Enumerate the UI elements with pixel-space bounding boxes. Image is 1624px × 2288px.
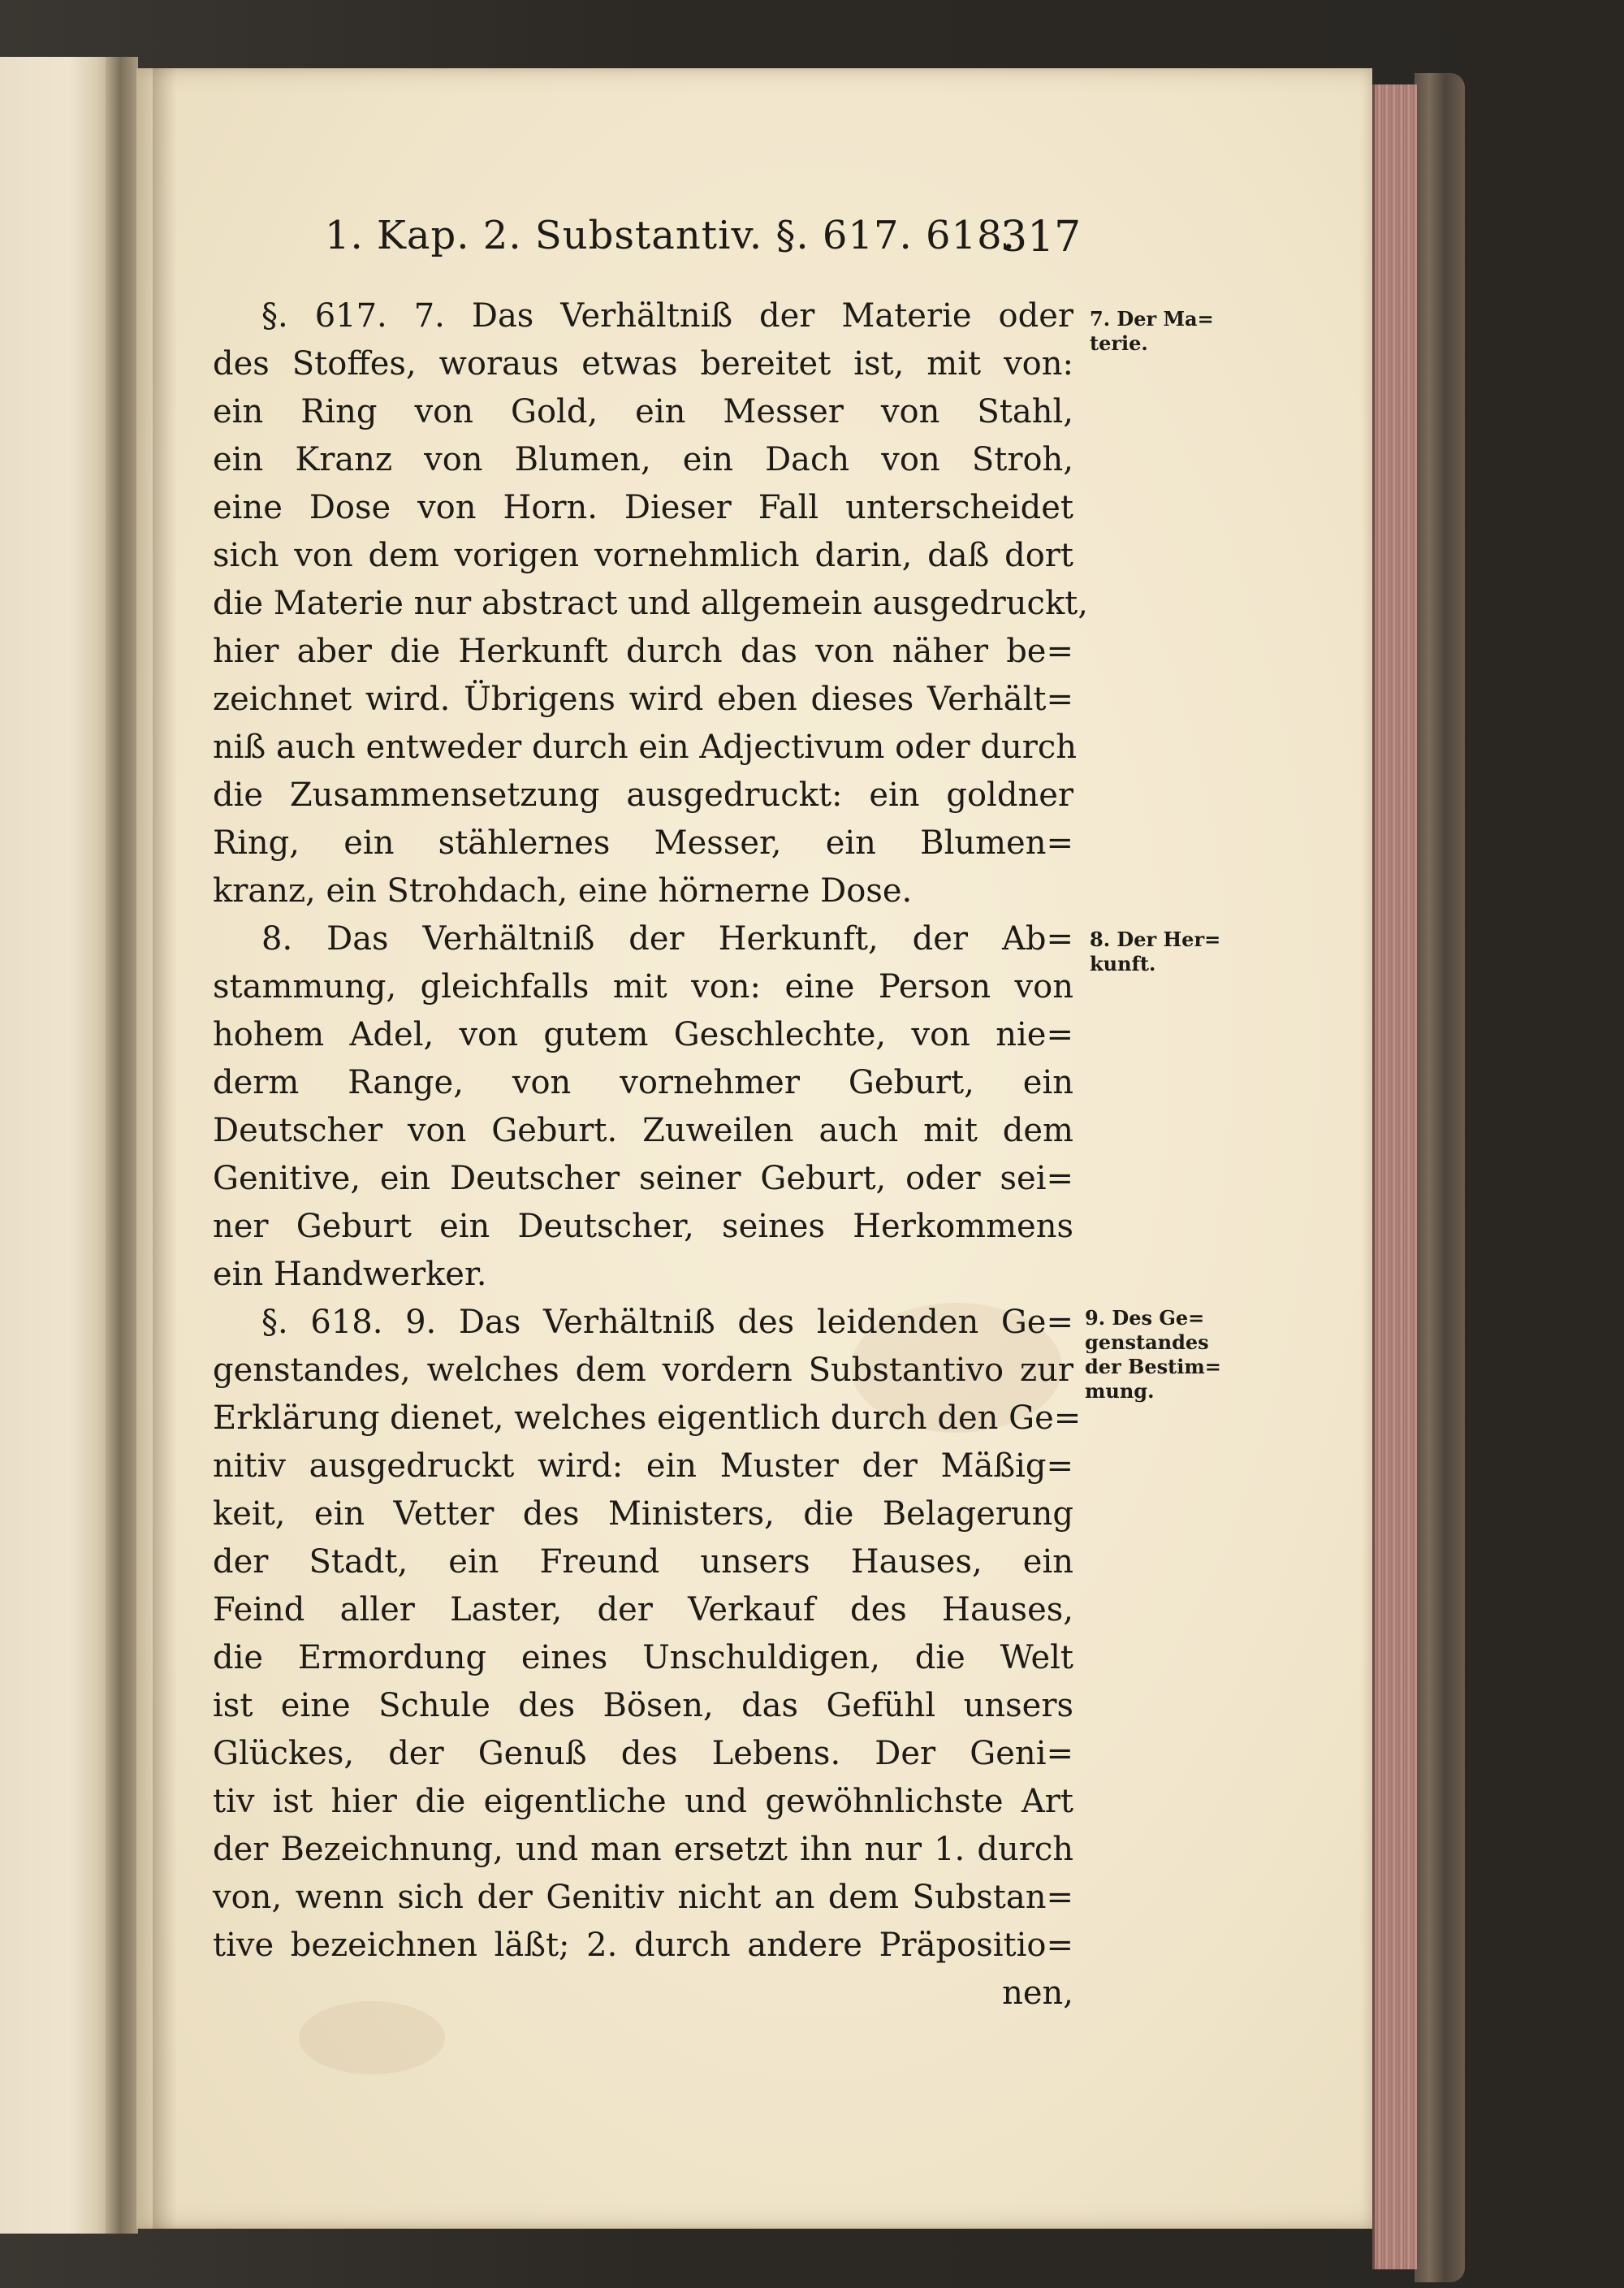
- catchword: nen,: [1002, 1974, 1073, 2012]
- text-line: ein Kranz von Blumen, ein Dach von Stroh,: [213, 441, 1073, 478]
- text-line: ein Handwerker.: [213, 1256, 487, 1293]
- text-line: ein Ring von Gold, ein Messer von Stahl,: [213, 393, 1073, 430]
- text-line: tiv ist hier die eigentliche und gewöhnlichste Art: [213, 1783, 1073, 1820]
- text-line: sich von dem vorigen vornehmlich darin, daß dort: [213, 537, 1073, 574]
- margin-note-line: 9. Des Ge=: [1085, 1306, 1205, 1330]
- margin-note-herkunft: [1090, 928, 1220, 976]
- text-line: keit, ein Vetter des Ministers, die Belagerung: [213, 1495, 1073, 1533]
- page-fold-shadow: [153, 68, 177, 2229]
- margin-note-line: terie.: [1090, 331, 1148, 355]
- text-line: Glückes, der Genuß des Lebens. Der Geni=: [213, 1735, 1073, 1772]
- running-title: 1. Kap. 2. Substantiv. §. 617. 618.: [325, 213, 1016, 258]
- left-facing-page: [0, 57, 115, 2234]
- margin-note-line: 7. Der Ma=: [1090, 307, 1214, 331]
- margin-note-gegenstand: [1085, 1306, 1221, 1404]
- text-line: der Stadt, ein Freund unsers Hauses, ein: [213, 1543, 1073, 1581]
- margin-note-materie: [1090, 307, 1214, 356]
- text-line: nitiv ausgedruckt wird: ein Muster der Mäßig=: [213, 1447, 1073, 1485]
- margin-note-line: der Bestim=: [1085, 1355, 1221, 1378]
- margin-note-line: genstandes: [1085, 1330, 1209, 1354]
- text-line: §. 617. 7. Das Verhältniß der Materie oder: [261, 297, 1073, 335]
- text-line: ist eine Schule des Bösen, das Gefühl unsers: [213, 1687, 1073, 1724]
- page-edges: [1372, 84, 1417, 2269]
- margin-note-line: 8. Der Her=: [1090, 928, 1221, 951]
- text-line: derm Range, von vornehmer Geburt, ein: [213, 1064, 1073, 1101]
- text-line: genstandes, welches dem vordern Substantivo zur: [213, 1352, 1073, 1389]
- text-line: hohem Adel, von gutem Geschlechte, von nie=: [213, 1016, 1073, 1053]
- margin-note-line: kunft.: [1090, 952, 1156, 975]
- text-line: Ring, ein stählernes Messer, ein Blumen=: [213, 824, 1073, 862]
- text-line: die Ermordung eines Unschuldigen, die Welt: [213, 1639, 1073, 1676]
- text-line: 8. Das Verhältniß der Herkunft, der Ab=: [261, 920, 1073, 958]
- text-line: ner Geburt ein Deutscher, seines Herkommens: [213, 1208, 1073, 1245]
- text-line: zeichnet wird. Übrigens wird eben dieses Verhält=: [213, 681, 1073, 718]
- margin-note-line: mung.: [1085, 1379, 1155, 1403]
- text-line: hier aber die Herkunft durch das von näher be=: [213, 633, 1073, 670]
- book-gutter: [106, 57, 138, 2234]
- text-line: niß auch entweder durch ein Adjectivum oder durch: [213, 729, 1078, 766]
- text-line: Feind aller Laster, der Verkauf des Hauses,: [213, 1591, 1073, 1628]
- text-line: Erklärung dienet, welches eigentlich durch den Ge=: [213, 1399, 1082, 1437]
- text-line: von, wenn sich der Genitiv nicht an dem Substan=: [213, 1879, 1073, 1916]
- page-number: 317: [1000, 213, 1082, 262]
- text-line: eine Dose von Horn. Dieser Fall unterscheidet: [213, 489, 1073, 526]
- text-line: §. 618. 9. Das Verhältniß des leidenden Ge=: [261, 1304, 1073, 1341]
- text-line: des Stoffes, woraus etwas bereitet ist, mit von:: [213, 345, 1073, 383]
- text-line: stammung, gleichfalls mit von: eine Person von: [213, 968, 1073, 1006]
- book-cover-edge: [1415, 73, 1465, 2282]
- text-line: die Zusammensetzung ausgedruckt: ein goldner: [213, 776, 1073, 814]
- text-line: tive bezeichnen läßt; 2. durch andere Präpositio=: [213, 1927, 1073, 1964]
- text-line: die Materie nur abstract und allgemein ausgedruckt,: [213, 585, 1088, 622]
- text-line: der Bezeichnung, und man ersetzt ihn nur 1. durch: [213, 1831, 1073, 1868]
- text-line: Deutscher von Geburt. Zuweilen auch mit dem: [213, 1112, 1073, 1149]
- text-line: Genitive, ein Deutscher seiner Geburt, oder sei=: [213, 1160, 1073, 1197]
- text-line: kranz, ein Strohdach, eine hörnerne Dose.: [213, 872, 913, 910]
- body-text: [213, 292, 1088, 2018]
